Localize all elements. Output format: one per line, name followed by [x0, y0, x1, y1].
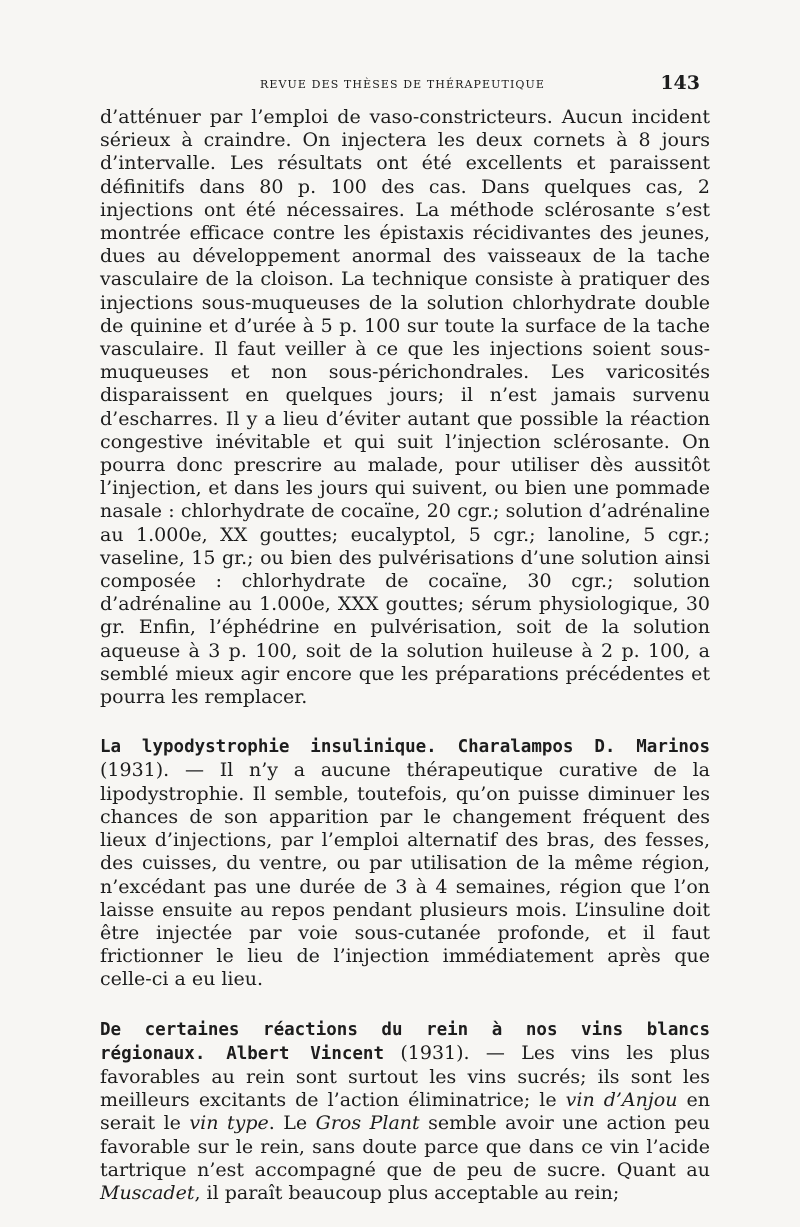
paragraph-gap [100, 992, 710, 1018]
paragraph-1 [100, 106, 710, 709]
paragraph-1-text: d’atténuer par l’emploi de vaso-constricteurs. Aucun incident sérieux à craindre. On injectera les deux cornets à 8 jours d’intervalle. Les résultats ont été excellents et paraissent définitifs dans 80 p. 100 des cas. Dans quelques cas, 2 injections ont été nécessaires. La méthode sclérosante s’est montrée efficace contre les épistaxis récidivantes des jeunes, dues au développement anormal des vaisseaux de la tache vasculaire de la cloison. La technique consiste à pratiquer des injections sous-muqueuses de la solution chlorhydrate double de quinine et d’urée à 5 p. 100 sur toute la surface de la tache vasculaire. Il faut veiller à ce que les injections soient sous-muqueuses et non sous-périchondrales. Les varicosités disparaissent en quelques jours; il n’est jamais survenu d’escharres. Il y a lieu d’éviter autant que possible la réaction congestive inévitable et qui suit l’injection sclérosante. On pourra donc prescrire au malade, pour utiliser dès aussitôt l’injection, et dans les jours qui suivent, ou bien une pommade nasale : chlorhydrate de cocaïne, 20 cgr.; solution d’adrénaline au 1.000e, XX gouttes; eucalyptol, 5 cgr.; lanoline, 5 cgr.; vaseline, 15 gr.; ou bien des pulvérisations d’une solution ainsi composée : chlorhydrate de cocaïne, 30 cgr.; solution d’adrénaline au 1.000e, XXX gouttes; sérum physiologique, 30 gr. Enfin, l’éphédrine en pulvérisation, soit de la solution aqueuse à 3 p. 100, soit de la solution huileuse à 2 p. 100, a semblé mieux agir encore que les préparations précédentes et pourra les remplacer. [100, 106, 710, 709]
italic-muscadet: Muscadet [100, 1181, 195, 1204]
paragraph-3-text-d: semble avoir une action peu favorable sur le rein, sans doute parce que dans ce vin l’acide tartrique n’est accompagné que de peu de sucre. Quant au [100, 1112, 710, 1181]
article-title-lypodystrophie: La lypodystrophie insulinique. Charalampos D. Marinos [100, 737, 710, 758]
document-page [100, 72, 710, 1204]
italic-gros-plant: Gros Plant [315, 1112, 420, 1135]
page-header [100, 72, 710, 106]
paragraph-3-text-c: . Le [268, 1112, 316, 1135]
italic-vin-anjou: vin d’Anjou [565, 1089, 678, 1112]
paragraph-2 [100, 735, 710, 991]
article-year: (1931). [100, 759, 170, 782]
page-number: 143 [660, 72, 700, 94]
running-title: REVUE DES THÈSES DE THÉRAPEUTIQUE [260, 78, 546, 91]
paragraph-3-text-a: — Les vins les plus favorables au rein sont surtout les vins sucrés; ils sont les meilleurs excitants de l’action éliminatrice; le [100, 1041, 710, 1112]
article-title-reactions-rein: De certaines réactions du rein à nos vins blancs régionaux. Albert Vincent [100, 1019, 710, 1064]
paragraph-2-text: — Il n’y a aucune thérapeutique curative de la lipodystrophie. Il semble, toutefois, qu’on puisse diminuer les chances de son apparition par le changement fréquent des lieux d’injections, par l’emploi alternatif des bras, des fesses, des cuisses, du ventre, ou par utilisation de la même région, n’excédant pas une durée de 3 à 4 semaines, région que l’on laisse ensuite au repos pendant plusieurs mois. L’insuline doit être injectée par voie sous-cutanée profonde, et il faut frictionner le lieu de l’injection immédiatement après que celle-ci a eu lieu. [100, 759, 710, 991]
paragraph-3-text-e: , il paraît beaucoup plus acceptable au rein; [194, 1181, 620, 1204]
paragraph-3 [100, 1018, 710, 1206]
article-year: (1931). [400, 1041, 470, 1064]
italic-vin-type: vin type [189, 1112, 269, 1135]
paragraph-gap [100, 709, 710, 735]
paragraph-3-text-b: en serait le [100, 1089, 710, 1135]
